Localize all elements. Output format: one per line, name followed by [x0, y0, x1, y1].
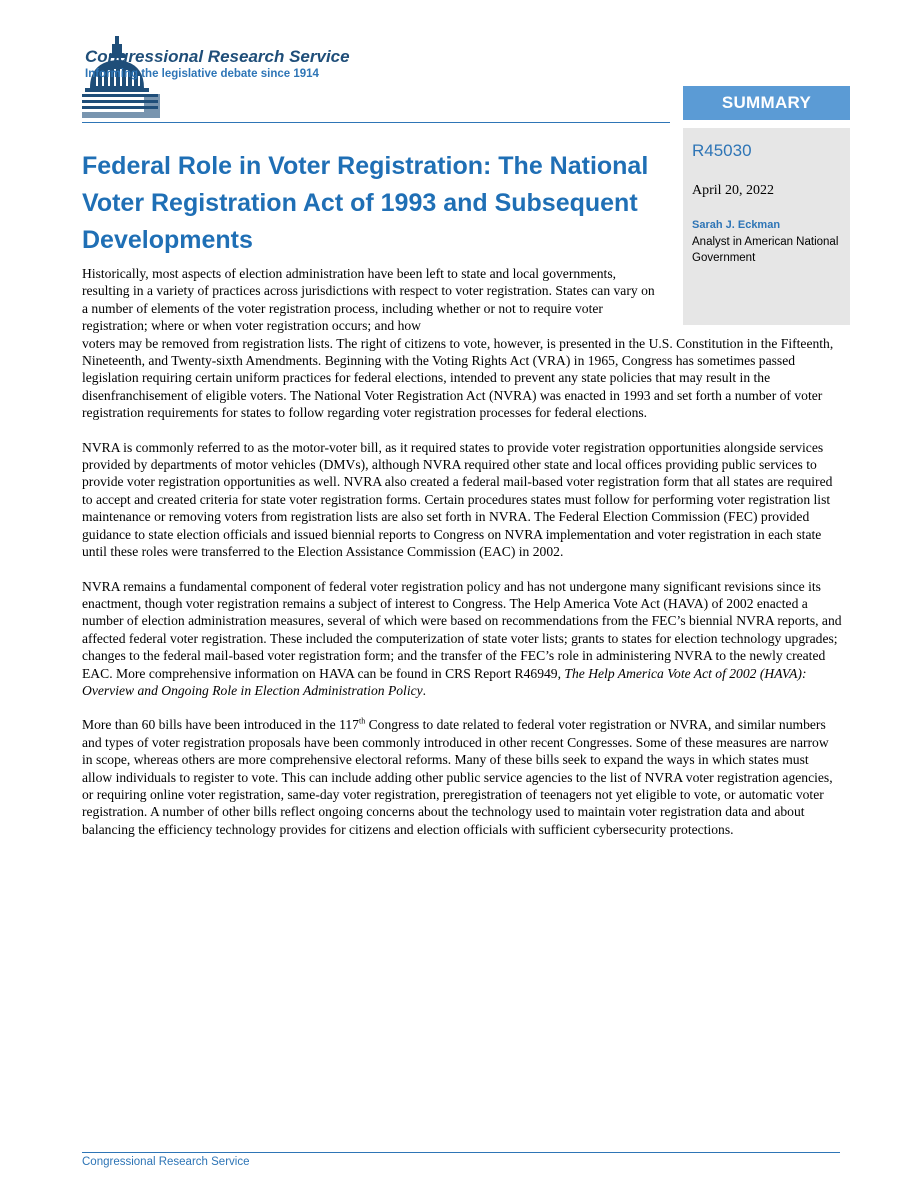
report-citation-title: The Help America Vote Act of 2002 (HAVA): Overview and Ongoing Role in Election Administration Policy: [82, 665, 807, 698]
author-title: Analyst in American National Government: [692, 236, 839, 264]
paragraph-4-rest: Congress to date related to federal voter registration or NVRA, and similar numbers and types of voter registration proposals have been commonly introduced in other recent Congresses. Some of these measures are narrow in scope, whereas others are more comprehensive electoral reforms. Many of these bills seek to expand the ways in which states must allow individuals to register to vote. This can include adding other public service agencies to the list of NVRA voter registration agencies, or requiring online voter registration, same-day voter registration, preregistration of teenagers not yet eligible to vote, or automatic voter registration. A number of other bills reflect ongoing concerns about the technology used to maintain voter registration data and about balancing the efficiency technology provides for citizens and election officials with sufficient cybersecurity protections.: [82, 717, 833, 837]
paragraph-1: [82, 265, 842, 422]
paragraph-4: [82, 716, 842, 838]
paragraph-3-main: NVRA remains a fundamental component of federal voter registration policy and has not undergone many significant revisions since its enactment, though voter registration remains a subject of interest to Congress. The Help America Vote Act (HAVA) of 2002 enacted a number of election administration measures, several of which were based on recommendations from the FEC’s biennial NVRA reports, and affected federal voter registration. These included the computerization of state voter lists; grants to states for election technology upgrades; changes to the federal mail-based voter registration form; and the transfer of the FEC’s role in administering NVRA to the newly created EAC. More comprehensive information on HAVA can be found in CRS Report R46949,: [82, 578, 842, 681]
paragraph-3-end: .: [422, 682, 427, 698]
paragraph-2: NVRA is commonly referred to as the motor-voter bill, as it required states to provide voter registration opportunities alongside services provided by departments of motor vehicles (DMVs), although NVRA required other state and local offices providing public services to provide voter registration opportunities as well. NVRA also created a federal mail-based voter registration form that all states are required to accept and created criteria for state voter registration forms. Certain procedures states must follow for performing voter registration list maintenance or removing voters from registration lists are also set forth in NVRA. The Federal Election Commission (FEC) provided guidance to state election officials and issued biennial reports to Congress on NVRA implementation and voter registration in each state until these roles were transferred to the Election Assistance Commission (EAC) in 2002.: [82, 439, 833, 560]
org-tagline: Informing the legislative debate since 1914: [85, 68, 319, 80]
paragraph-1-rest: voters may be removed from registration lists. The right of citizens to vote, however, is presented in the U.S. Constitution in the Fifteenth, Nineteenth, and Twenty-sixth Amendments. Beginning with the Voting Rights Act (VRA) in 1965, Congress has sometimes passed legislation requiring certain uniform practices for federal elections, intended to prevent any state policies that may result in the disenfranchisement of eligible voters. The National Voter Registration Act (NVRA) was enacted in 1993 and set forth a number of voter registration requirements for states to follow regarding voter registration processes for federal elections.: [82, 335, 834, 421]
summary-tab: SUMMARY: [683, 86, 850, 120]
paragraph-1-wrapped: Historically, most aspects of election administration have been left to state and local governments, resulting in a variety of practices across jurisdictions with respect to voter registration. States can vary on a number of elements of the voter registration process, including whether or not to require voter registration; where or when voter registration occurs; and how: [82, 266, 655, 334]
footer-text: Congressional Research Service: [82, 1156, 250, 1168]
report-id: R45030: [692, 141, 752, 160]
footer-divider: [82, 1152, 840, 1153]
ordinal-superscript: th: [358, 716, 366, 726]
document-title: Federal Role in Voter Registration: The National Voter Registration Act of 1993 and Subsequent Developments: [82, 152, 649, 254]
header-divider: [82, 122, 670, 123]
author-name: Sarah J. Eckman: [692, 219, 781, 231]
report-date: April 20, 2022: [692, 183, 775, 198]
paragraph-3: [82, 578, 842, 700]
org-name: Congressional Research Service: [85, 47, 350, 66]
summary-body: [82, 265, 842, 855]
paragraph-4-start: More than 60 bills have been introduced in the 117: [82, 717, 359, 733]
